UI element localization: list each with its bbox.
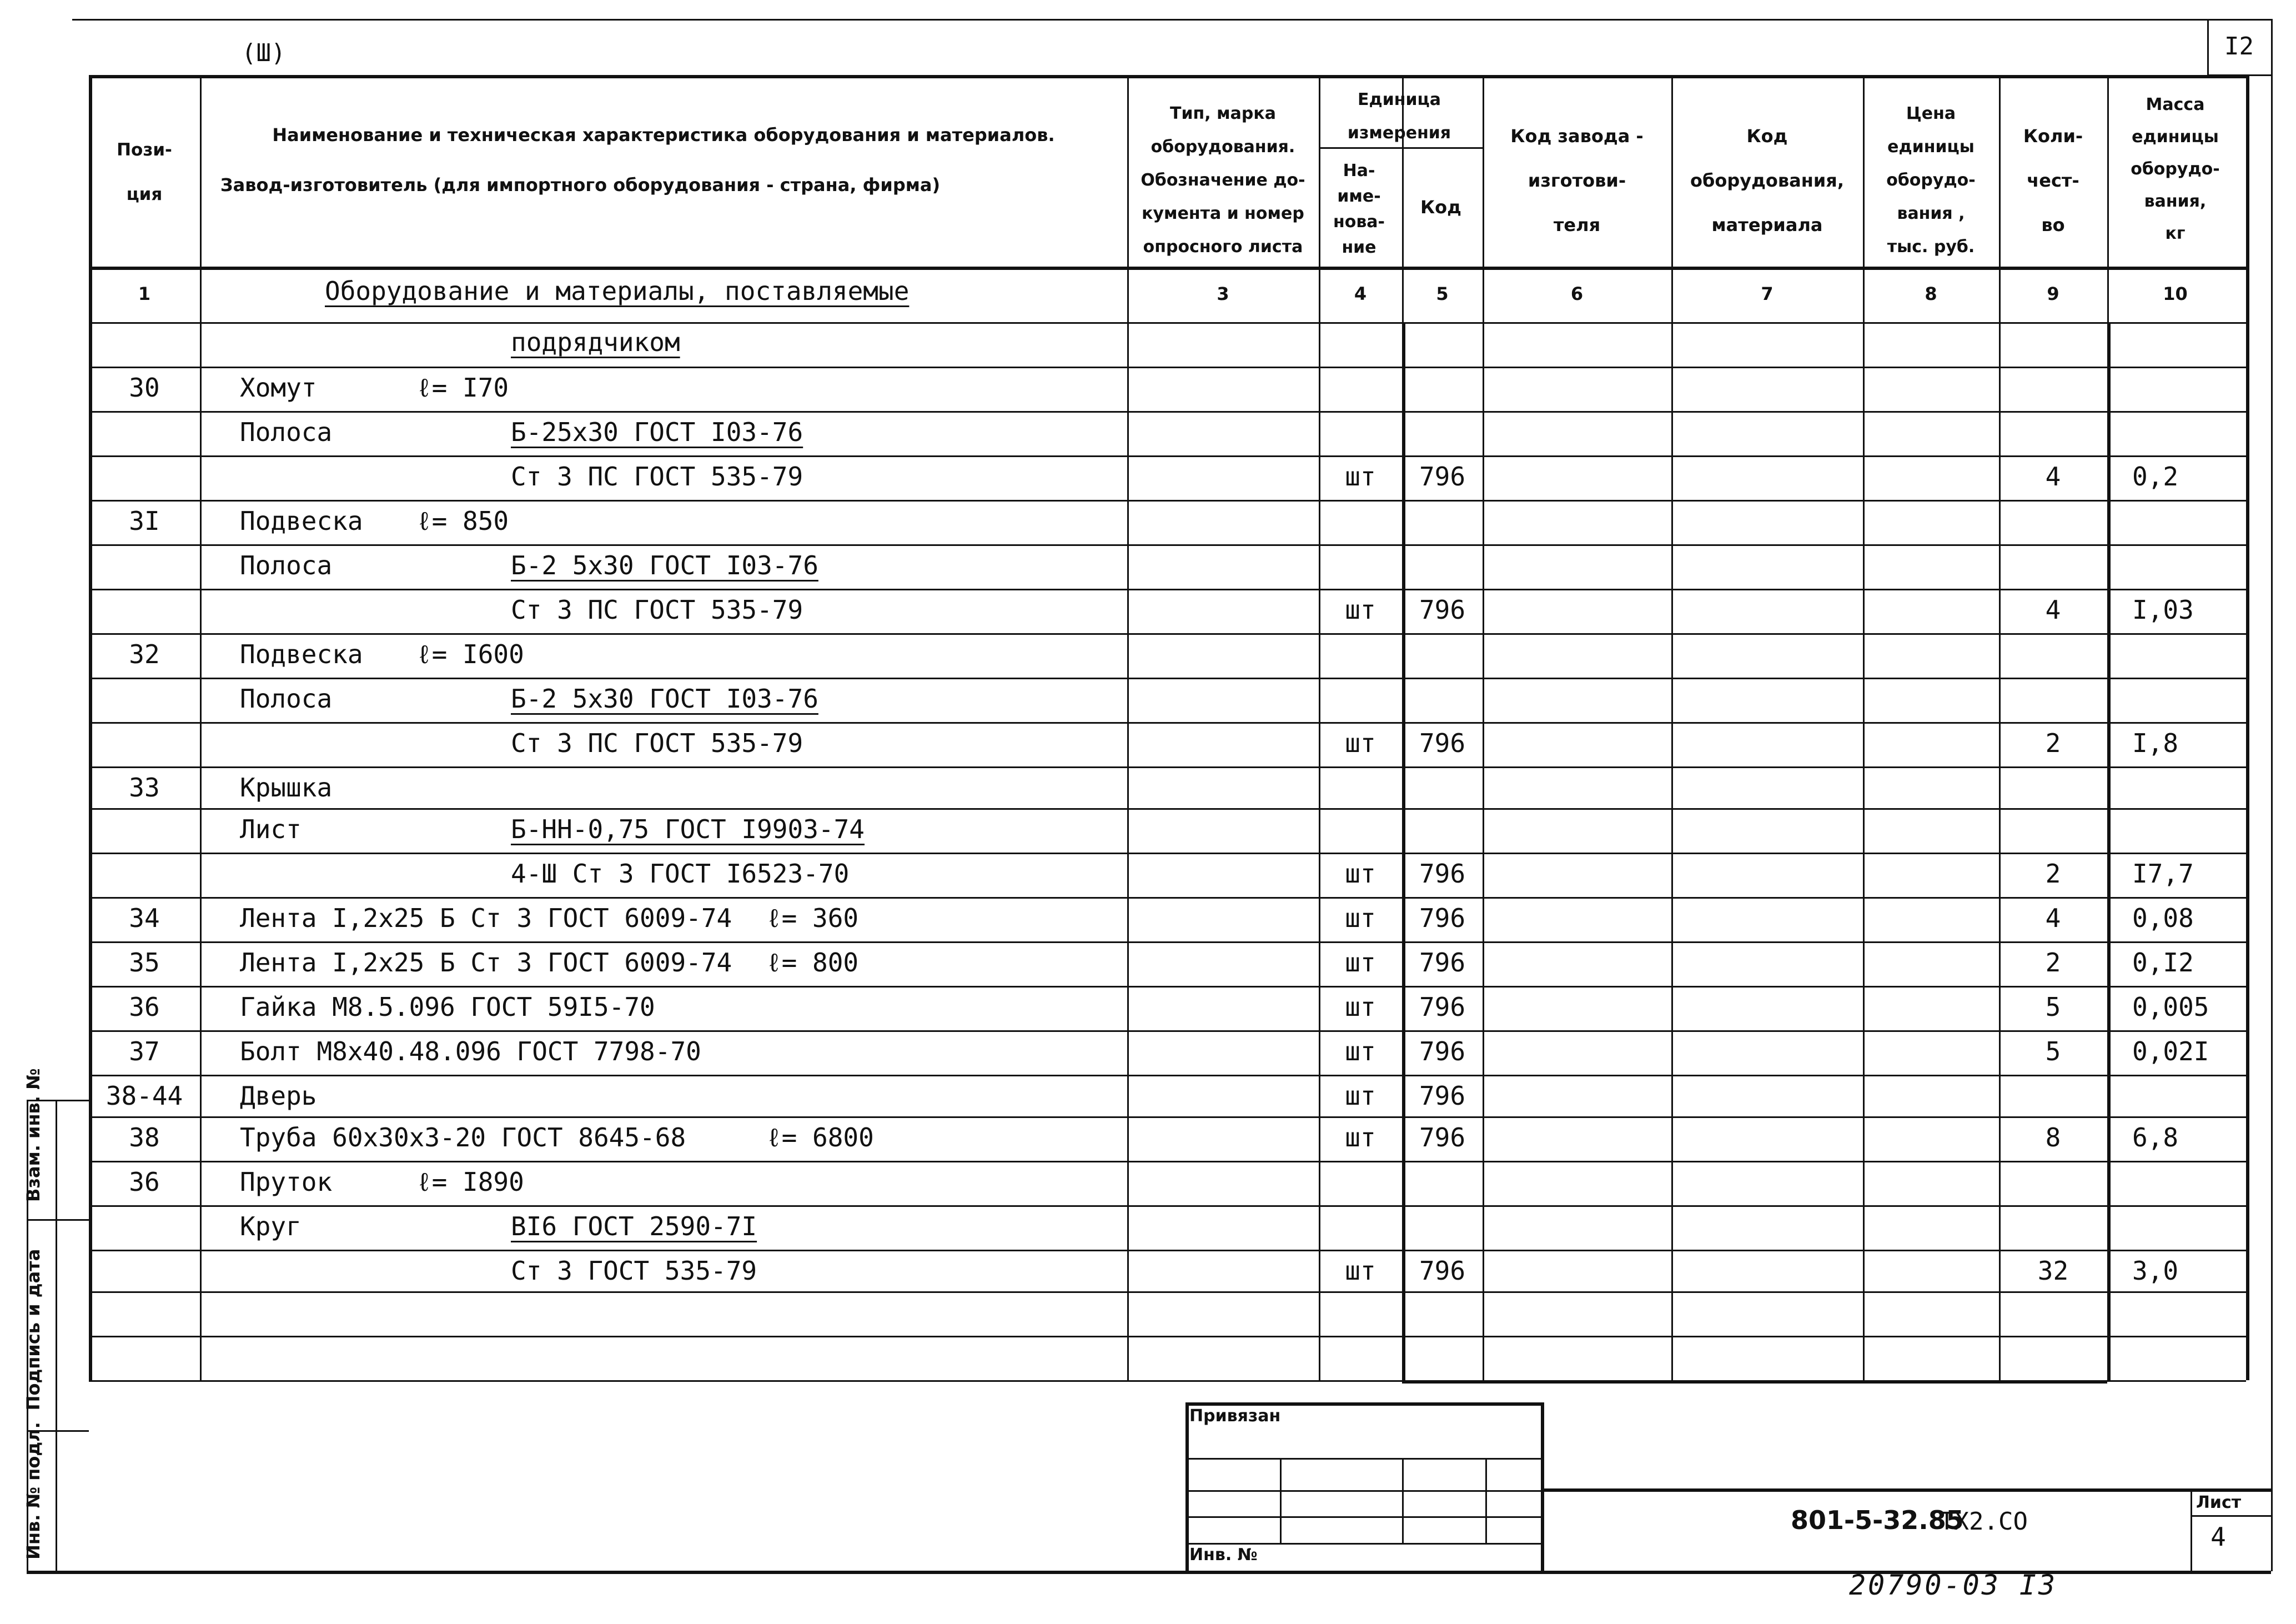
stamp-col1 bbox=[1280, 1458, 1282, 1543]
header-equipment-code: Код оборудования, материала bbox=[1690, 126, 1844, 235]
grid-row-line bbox=[89, 544, 2246, 546]
row-mass: 0,2 bbox=[2132, 462, 2179, 492]
row-length: ℓ= 800 bbox=[766, 948, 859, 978]
grid-col-line bbox=[1863, 75, 1865, 1380]
row-unit-code: 796 bbox=[1419, 948, 1466, 978]
row-mass: I,8 bbox=[2132, 728, 2179, 758]
row-unit: шт bbox=[1345, 1036, 1376, 1066]
row-name: Круг bbox=[240, 1211, 302, 1241]
handwritten-archive-number: 20790-03 I3 bbox=[1849, 1569, 2058, 1601]
colnum-1: 1 bbox=[138, 283, 151, 304]
row-unit: шт bbox=[1345, 903, 1376, 933]
row-name: Гайка М8.5.096 ГОСТ 59I5-70 bbox=[240, 992, 655, 1022]
row-name: Подвеска bbox=[240, 639, 363, 669]
row-position: 30 bbox=[129, 373, 160, 403]
row-mass: 3,0 bbox=[2132, 1256, 2179, 1286]
row-quantity: 5 bbox=[2045, 1036, 2061, 1066]
row-position: 38-44 bbox=[105, 1081, 183, 1111]
grid-col-line bbox=[200, 75, 202, 1380]
header-name-line1: Наименование и техническая характеристика оборудования и материалов. bbox=[272, 124, 1055, 146]
row-name: Подвеска bbox=[240, 506, 363, 536]
row-spec: Ст 3 ПС ГОСТ 535-79 bbox=[511, 462, 803, 492]
colnum-6: 6 bbox=[1570, 283, 1584, 304]
row-name: Полоса bbox=[240, 417, 333, 447]
row-position: 34 bbox=[129, 903, 160, 933]
titleblock-top bbox=[1541, 1488, 2271, 1492]
row-spec: Б-25х30 ГОСТ I03-76 bbox=[511, 417, 803, 447]
grid-row-line bbox=[89, 1116, 2246, 1118]
row-mass: 0,005 bbox=[2132, 992, 2209, 1022]
row-position: 32 bbox=[129, 639, 160, 669]
header-quantity: Коли- чест- во bbox=[2023, 126, 2083, 235]
row-name: Пруток bbox=[240, 1167, 333, 1197]
row-quantity: 5 bbox=[2045, 992, 2061, 1022]
row-name: Лента I,2х25 Б Ст 3 ГОСТ 6009-74 bbox=[240, 903, 732, 933]
grid-row-line bbox=[89, 722, 2246, 724]
header-mass: Масса единицы оборудо- вания, кг bbox=[2131, 95, 2220, 243]
row-quantity: 2 bbox=[2045, 859, 2061, 889]
row-unit: шт bbox=[1345, 948, 1376, 978]
grid-row-line bbox=[89, 1250, 2246, 1251]
doc-code: 801-5-32.85 bbox=[1791, 1505, 1964, 1535]
stamp-privyazan: Привязан bbox=[1189, 1406, 1281, 1426]
row-spec: Б-2 5х30 ГОСТ I03-76 bbox=[511, 684, 818, 714]
side-strip-div1 bbox=[27, 1219, 89, 1221]
doc-suffix: ТХ2.СО bbox=[1940, 1507, 2028, 1536]
top-border bbox=[72, 19, 2271, 21]
stamp-row1 bbox=[1185, 1458, 1541, 1460]
row-position: 3I bbox=[129, 506, 160, 536]
colnum-8: 8 bbox=[1925, 283, 1937, 304]
side-strip-mid bbox=[56, 1100, 57, 1572]
grid-row-line bbox=[89, 1336, 2246, 1337]
row-length: ℓ= I600 bbox=[416, 639, 524, 669]
row-mass: I7,7 bbox=[2132, 859, 2194, 889]
row-unit-code: 796 bbox=[1419, 992, 1466, 1022]
header-position: Пози- ция bbox=[117, 140, 172, 204]
row-quantity: 32 bbox=[2037, 1256, 2069, 1286]
emphasis-right bbox=[2107, 322, 2111, 1380]
grid-row-line bbox=[89, 986, 2246, 988]
header-unit-name: На- име- нова- ние bbox=[1333, 161, 1385, 257]
grid-col-line bbox=[1127, 75, 1129, 1380]
row-unit: шт bbox=[1345, 462, 1376, 492]
row-position: 33 bbox=[129, 773, 160, 803]
row-unit-code: 796 bbox=[1419, 595, 1466, 625]
row-name: Хомут bbox=[240, 373, 317, 403]
row-unit-code: 796 bbox=[1419, 728, 1466, 758]
grid-col-line bbox=[1483, 75, 1484, 1380]
row-position: 35 bbox=[129, 948, 160, 978]
row-quantity: 2 bbox=[2045, 948, 2061, 978]
table-top-border bbox=[89, 75, 2246, 78]
row-unit: шт bbox=[1345, 728, 1376, 758]
row-quantity: 2 bbox=[2045, 728, 2061, 758]
grid-row-line bbox=[89, 1075, 2246, 1076]
page-corner-number: I2 bbox=[2224, 32, 2254, 61]
grid-row-line bbox=[89, 455, 2246, 457]
colnum-bottom-border bbox=[89, 322, 2246, 324]
row-length: ℓ= 360 bbox=[766, 903, 859, 933]
header-bottom-border bbox=[89, 267, 2246, 270]
grid-row-line bbox=[89, 633, 2246, 635]
row-quantity: 4 bbox=[2045, 595, 2061, 625]
grid-row-line bbox=[89, 808, 2246, 810]
row-unit: шт bbox=[1345, 992, 1376, 1022]
row-mass: I,03 bbox=[2132, 595, 2194, 625]
stamp-row3 bbox=[1185, 1516, 1541, 1518]
section-title-line2: подрядчиком bbox=[511, 327, 680, 357]
grid-row-line bbox=[89, 1030, 2246, 1032]
row-length: ℓ= I70 bbox=[416, 373, 509, 403]
colnum-4: 4 bbox=[1354, 283, 1367, 304]
stamp-row2 bbox=[1185, 1490, 1541, 1492]
sheet-marker: (Ш) bbox=[242, 39, 286, 67]
row-unit-code: 796 bbox=[1419, 1256, 1466, 1286]
row-position: 36 bbox=[129, 1167, 160, 1197]
grid-row-line bbox=[89, 500, 2246, 502]
sheet-label: Лист bbox=[2196, 1493, 2242, 1512]
row-name: Дверь bbox=[240, 1081, 317, 1111]
grid-row-line bbox=[89, 766, 2246, 768]
row-unit: шт bbox=[1345, 1081, 1376, 1111]
row-mass: 0,I2 bbox=[2132, 948, 2194, 978]
grid-row-line bbox=[89, 1205, 2246, 1207]
stamp-row4 bbox=[1185, 1543, 1541, 1545]
header-unit-price: Цена единицы оборудо- вания , тыс. руб. bbox=[1886, 104, 1976, 257]
grid-row-line bbox=[89, 897, 2246, 899]
row-name: Лента I,2х25 Б Ст 3 ГОСТ 6009-74 bbox=[240, 948, 732, 978]
side-label-replacement: Взам. инв. № bbox=[23, 1068, 44, 1202]
row-spec: Ст 3 ПС ГОСТ 535-79 bbox=[511, 595, 803, 625]
grid-row-line bbox=[89, 678, 2246, 679]
grid-row-line bbox=[89, 589, 2246, 590]
section-title-line1: Оборудование и материалы, поставляемые bbox=[325, 276, 910, 306]
grid-row-line bbox=[89, 1291, 2246, 1293]
row-mass: 6,8 bbox=[2132, 1122, 2179, 1152]
row-unit: шт bbox=[1345, 859, 1376, 889]
header-type: Тип, марка оборудования. Обозначение до- кумента и номер опросного листа bbox=[1141, 104, 1305, 257]
row-mass: 0,02I bbox=[2132, 1036, 2209, 1066]
grid-row-line bbox=[89, 853, 2246, 854]
header-name-line2: Завод-изготовитель (для импортного оборудования - страна, фирма) bbox=[220, 174, 941, 196]
row-spec: Б-НН-0,75 ГОСТ I9903-74 bbox=[511, 814, 865, 844]
right-border bbox=[2271, 19, 2273, 1571]
sheet-number: 4 bbox=[2210, 1522, 2226, 1552]
row-position: 36 bbox=[129, 992, 160, 1022]
colnum-5: 5 bbox=[1436, 283, 1449, 304]
row-name: Лист bbox=[240, 814, 302, 844]
grid-row-line bbox=[89, 411, 2246, 413]
sheet-box-mid bbox=[2191, 1515, 2271, 1517]
row-name: Крышка bbox=[240, 773, 333, 803]
row-spec: 4-Ш Ст 3 ГОСТ I6523-70 bbox=[511, 859, 850, 889]
sheet-box-left bbox=[2191, 1488, 2192, 1572]
row-unit-code: 796 bbox=[1419, 1122, 1466, 1152]
grid-row-line bbox=[89, 941, 2246, 943]
row-name: Полоса bbox=[240, 684, 333, 714]
row-length: ℓ= I890 bbox=[416, 1167, 524, 1197]
row-spec: ВI6 ГОСТ 2590-7I bbox=[511, 1211, 757, 1241]
row-spec: Ст 3 ГОСТ 535-79 bbox=[511, 1256, 757, 1286]
row-position: 37 bbox=[129, 1036, 160, 1066]
row-unit-code: 796 bbox=[1419, 1036, 1466, 1066]
row-quantity: 8 bbox=[2045, 1122, 2061, 1152]
stamp-right bbox=[1541, 1402, 1544, 1572]
stamp-col2 bbox=[1402, 1458, 1404, 1543]
row-spec: Ст 3 ПС ГОСТ 535-79 bbox=[511, 728, 803, 758]
grid-row-line bbox=[89, 1161, 2246, 1162]
header-factory-code: Код завода - изготови- теля bbox=[1510, 126, 1644, 235]
row-unit: шт bbox=[1345, 595, 1376, 625]
grid-col-line bbox=[2246, 75, 2249, 1380]
side-label-original-inv: Инв. № подл. bbox=[23, 1422, 44, 1560]
row-unit-code: 796 bbox=[1419, 462, 1466, 492]
row-unit-code: 796 bbox=[1419, 859, 1466, 889]
side-label-signature-date: Подпись и дата bbox=[23, 1249, 44, 1411]
row-unit: шт bbox=[1345, 1122, 1376, 1152]
colnum-7: 7 bbox=[1761, 283, 1774, 304]
row-quantity: 4 bbox=[2045, 462, 2061, 492]
row-spec: Б-2 5х30 ГОСТ I03-76 bbox=[511, 550, 818, 580]
colnum-3: 3 bbox=[1217, 283, 1229, 304]
row-position: 38 bbox=[129, 1122, 160, 1152]
row-mass: 0,08 bbox=[2132, 903, 2194, 933]
stamp-left bbox=[1185, 1402, 1189, 1572]
stamp-col3 bbox=[1485, 1458, 1487, 1543]
row-name: Полоса bbox=[240, 550, 333, 580]
row-unit: шт bbox=[1345, 1256, 1376, 1286]
row-length: ℓ= 850 bbox=[416, 506, 509, 536]
row-quantity: 4 bbox=[2045, 903, 2061, 933]
header-unit-group: Единица измерения bbox=[1347, 90, 1451, 143]
stamp-inv-no: Инв. № bbox=[1189, 1545, 1258, 1565]
grid-col-line bbox=[1671, 75, 1673, 1380]
row-length: ℓ= 6800 bbox=[766, 1122, 874, 1152]
stamp-top bbox=[1185, 1402, 1541, 1406]
colnum-9: 9 bbox=[2047, 283, 2059, 304]
row-unit-code: 796 bbox=[1419, 1081, 1466, 1111]
emphasis-bottom bbox=[1402, 1380, 2107, 1384]
header-unit-code: Код bbox=[1420, 197, 1461, 218]
row-name: Труба 60х30х3-20 ГОСТ 8645-68 bbox=[240, 1122, 686, 1152]
grid-row-line bbox=[89, 367, 2246, 368]
colnum-10: 10 bbox=[2163, 283, 2188, 304]
row-unit-code: 796 bbox=[1419, 903, 1466, 933]
row-name: Болт М8х40.48.096 ГОСТ 7798-70 bbox=[240, 1036, 701, 1066]
